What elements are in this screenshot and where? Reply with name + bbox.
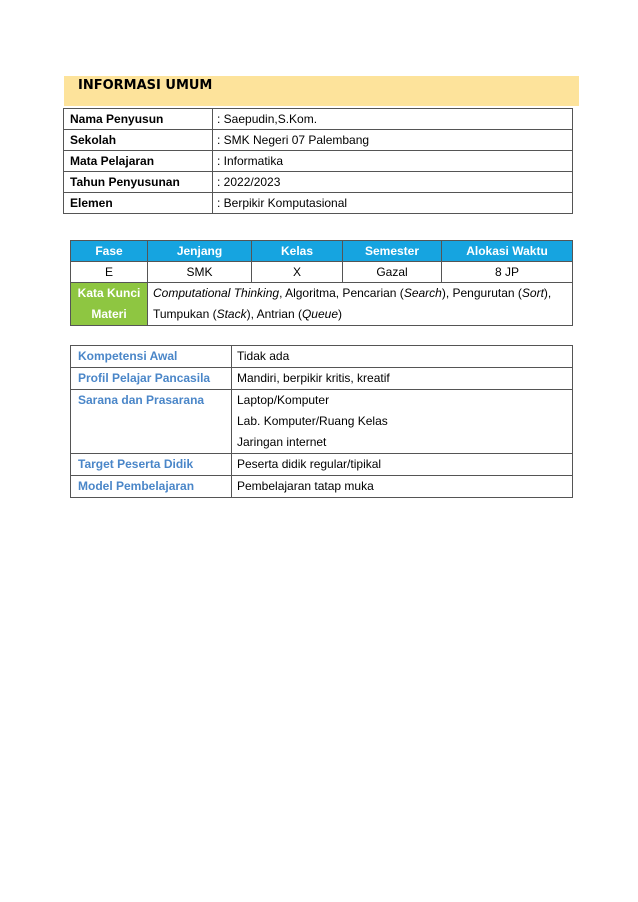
keywords-label-line: Kata Kunci (77, 286, 141, 300)
table-row (64, 193, 573, 214)
table-row (71, 283, 573, 326)
fase-value: E (71, 262, 148, 283)
section-title: INFORMASI UMUM (78, 78, 213, 93)
keywords-content-cell (148, 283, 573, 326)
detail-value-line: Peserta didik regular/tipikal (237, 457, 382, 471)
phase-table (70, 240, 573, 326)
keyword-italic: Sort (521, 286, 544, 300)
keyword-italic: Queue (301, 307, 338, 321)
keyword-text: ) (338, 307, 342, 321)
table-row (71, 346, 573, 368)
table-row (71, 390, 573, 454)
detail-value-line: Jaringan internet (237, 435, 327, 449)
detail-value (232, 368, 573, 390)
keywords-label-line: Materi (91, 307, 127, 321)
semester-value: Gazal (343, 262, 442, 283)
info-value: : Berpikir Komputasional (213, 193, 573, 214)
table-row (71, 476, 573, 498)
table-row (64, 130, 573, 151)
keyword-text: ), (543, 286, 552, 300)
keyword-text: , Algoritma, Pencarian ( (279, 286, 404, 300)
kelas-value: X (252, 262, 343, 283)
info-value: : 2022/2023 (213, 172, 573, 193)
info-value: : SMK Negeri 07 Palembang (213, 130, 573, 151)
info-label: Nama Penyusun (64, 109, 213, 130)
keywords-line (153, 283, 572, 304)
detail-value-line: Mandiri, berpikir kritis, kreatif (237, 371, 390, 385)
table-row (64, 109, 573, 130)
detail-value (232, 454, 573, 476)
column-header-fase: Fase (71, 241, 148, 262)
column-header-semester: Semester (343, 241, 442, 262)
info-value: : Saepudin,S.Kom. (213, 109, 573, 130)
table-row (71, 454, 573, 476)
detail-label: Profil Pelajar Pancasila (71, 368, 232, 390)
alokasi-waktu-value: 8 JP (442, 262, 573, 283)
detail-label: Sarana dan Prasarana (71, 390, 232, 454)
keyword-italic: Search (403, 286, 442, 300)
info-label: Sekolah (64, 130, 213, 151)
detail-label: Target Peserta Didik (71, 454, 232, 476)
column-header-kelas: Kelas (252, 241, 343, 262)
details-table (70, 345, 573, 498)
table-row (64, 172, 573, 193)
info-label: Mata Pelajaran (64, 151, 213, 172)
keyword-text: ), Pengurutan ( (441, 286, 522, 300)
table-header-row (71, 241, 573, 262)
detail-value (232, 346, 573, 368)
keyword-italic: Computational Thinking (153, 286, 280, 300)
table-row (71, 262, 573, 283)
keyword-text: Tumpukan ( (153, 307, 217, 321)
table-row (64, 151, 573, 172)
keyword-italic: Stack (216, 307, 247, 321)
detail-value-line: Pembelajaran tatap muka (237, 479, 374, 493)
info-label: Tahun Penyusunan (64, 172, 213, 193)
general-info-table (63, 108, 573, 214)
keywords-line (153, 304, 572, 325)
detail-label: Kompetensi Awal (71, 346, 232, 368)
keywords-label-cell (71, 283, 148, 326)
info-label: Elemen (64, 193, 213, 214)
detail-value (232, 390, 573, 454)
jenjang-value: SMK (148, 262, 252, 283)
info-value: : Informatika (213, 151, 573, 172)
column-header-alokasi-waktu: Alokasi Waktu (442, 241, 573, 262)
detail-value (232, 476, 573, 498)
column-header-jenjang: Jenjang (148, 241, 252, 262)
detail-label: Model Pembelajaran (71, 476, 232, 498)
detail-value-line: Tidak ada (237, 349, 290, 363)
detail-value-line: Laptop/Komputer (237, 393, 330, 407)
table-row (71, 368, 573, 390)
detail-value-line: Lab. Komputer/Ruang Kelas (237, 414, 388, 428)
keyword-text: ), Antrian ( (246, 307, 302, 321)
